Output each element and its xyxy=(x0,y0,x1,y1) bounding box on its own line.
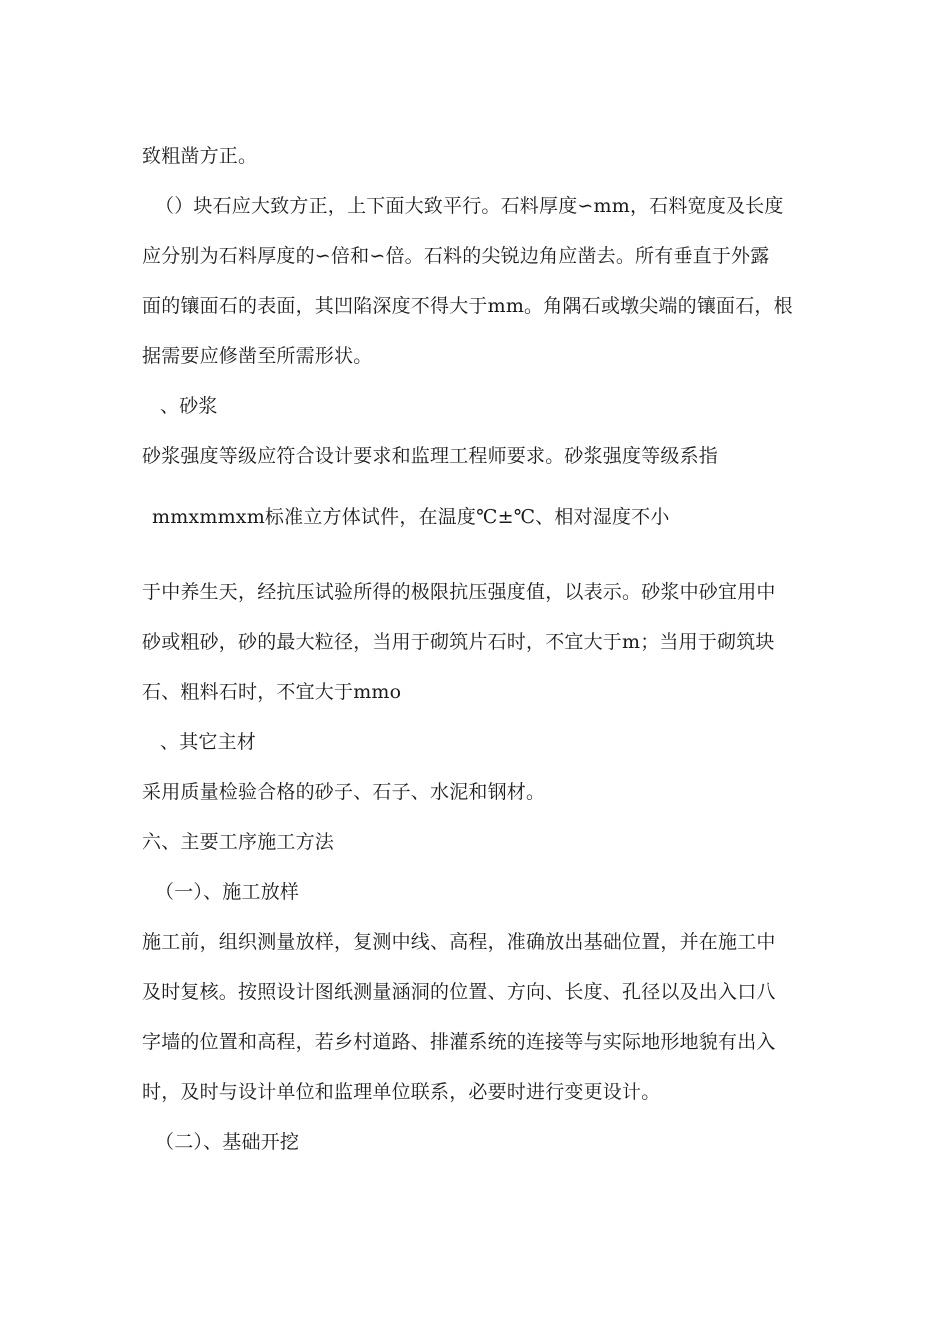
paragraph-line: 致粗凿方正。 xyxy=(142,145,258,167)
paragraph-line: mmxmmxm标准立方体试件，在温度℃±℃、相对湿度不小 xyxy=(152,506,670,528)
paragraph-line: 砂浆强度等级应符合设计要求和监理工程师要求。砂浆强度等级系指 xyxy=(142,445,719,467)
subsection-heading: （一）、施工放样 xyxy=(155,881,300,903)
paragraph-line: 石、粗料石时，不宜大于mmo xyxy=(142,681,402,703)
paragraph-line: 据需要应修凿至所需形状。 xyxy=(142,345,373,367)
paragraph-line: 字墙的位置和高程，若乡村道路、排灌系统的连接等与实际地形地貌有出入 xyxy=(142,1031,776,1053)
section-heading: 、其它主材 xyxy=(160,731,257,753)
paragraph-line: （）块石应大致方正，上下面大致平行。石料厚度∽mm，石料宽度及长度 xyxy=(155,195,784,217)
paragraph-line: 施工前，组织测量放样，复测中线、高程，准确放出基础位置，并在施工中 xyxy=(142,931,776,953)
paragraph-line: 及时复核。按照设计图纸测量涵洞的位置、方向、长度、孔径以及出入口八 xyxy=(142,981,776,1003)
subsection-heading: （二）、基础开挖 xyxy=(155,1131,300,1153)
paragraph-line: 时，及时与设计单位和监理单位联系，必要时进行变更设计。 xyxy=(142,1081,661,1103)
paragraph-line: 应分别为石料厚度的∽倍和∽倍。石料的尖锐边角应凿去。所有垂直于外露 xyxy=(142,245,770,267)
paragraph-line: 于中养生天，经抗压试验所得的极限抗压强度值，以表示。砂浆中砂宜用中 xyxy=(142,581,776,603)
section-heading: 、砂浆 xyxy=(160,395,218,417)
paragraph-line: 采用质量检验合格的砂子、石子、水泥和钢材。 xyxy=(142,781,546,803)
paragraph-line: 砂或粗砂，砂的最大粒径，当用于砌筑片石时，不宜大于m；当用于砌筑块 xyxy=(142,631,775,653)
section-heading: 六、主要工序施工方法 xyxy=(142,831,335,853)
paragraph-line: 面的镶面石的表面，其凹陷深度不得大于mm。角隅石或墩尖端的镶面石，根 xyxy=(142,295,793,317)
